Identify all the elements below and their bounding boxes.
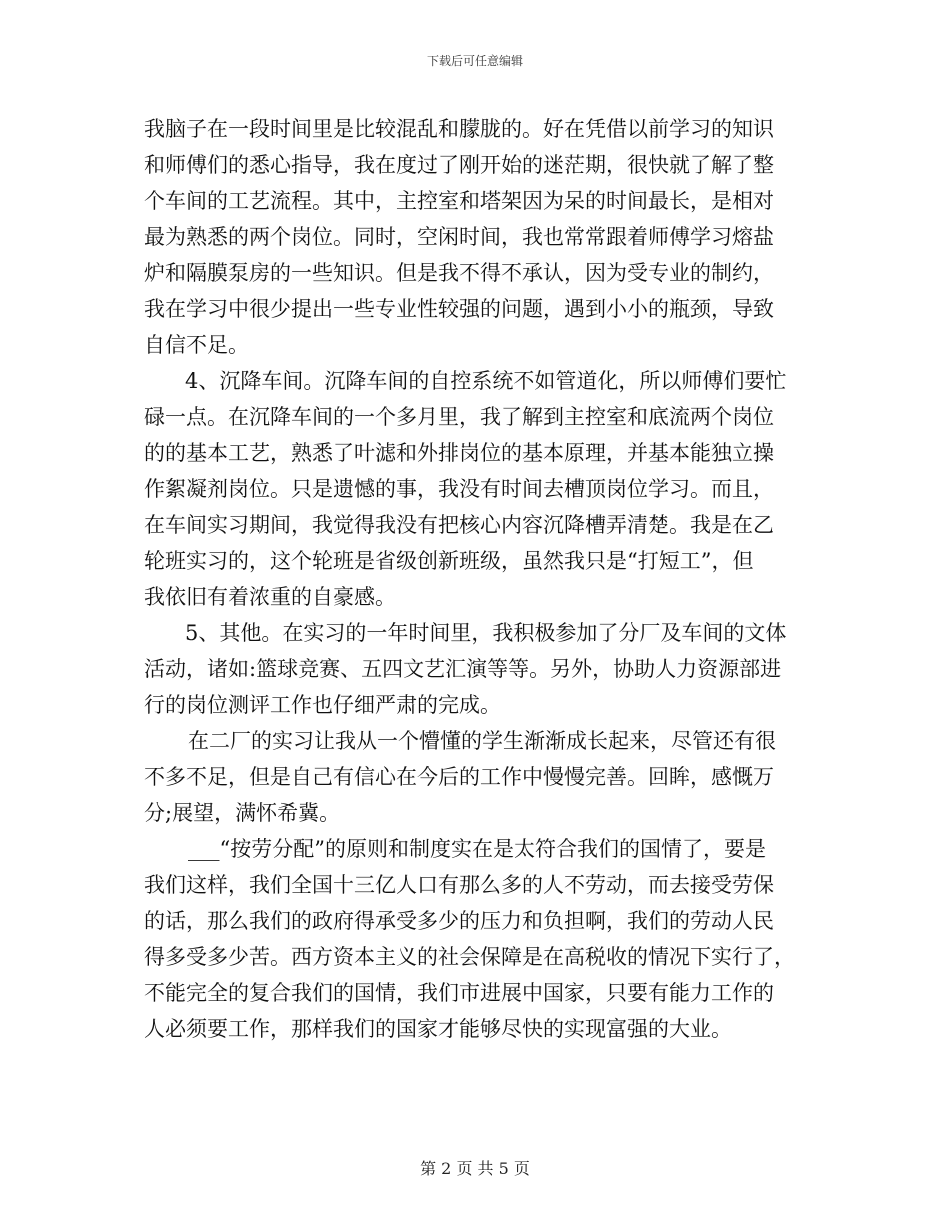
paragraph-3 [144,615,814,723]
document-body [144,111,814,1047]
paragraph-line: 4、沉降车间。沉降车间的自控系统不如管道化，所以师傅们要忙 [185,369,787,393]
paragraph-line: 轮班实习的，这个轮班是省级创新班级，虽然我只是“打短工”，但 [144,549,754,573]
paragraph-line: 个车间的工艺流程。其中，主控室和塔架因为呆的时间最长，是相对 [144,189,774,213]
paragraph-line: 我在学习中很少提出一些专业性较强的问题，遇到小小的瓶颈，导致 [144,297,774,321]
paragraph-line: 的话，那么我们的政府得承受多少的压力和负担啊，我们的劳动人民 [144,909,774,933]
paragraph-line: 不能完全的复合我们的国情，我们市进展中国家，只要有能力工作的 [144,981,774,1005]
paragraph-line: 在车间实习期间，我觉得我没有把核心内容沉降槽弄清楚。我是在乙 [144,513,774,537]
paragraph-line: 行的岗位测评工作也仔细严肃的完成。 [144,693,501,717]
page-header: 下载后可任意编辑 [426,54,523,68]
paragraph-2 [144,363,814,615]
paragraph-line: 的的基本工艺，熟悉了叶滤和外排岗位的基本原理，并基本能独立操 [144,441,774,465]
paragraph-line: 不多不足，但是自己有信心在今后的工作中慢慢完善。回眸，感慨万 [144,765,774,789]
paragraph-line: 得多受多少苦。西方资本主义的社会保障是在高税收的情况下实行了， [144,945,795,969]
paragraph-line: 我们这样，我们全国十三亿人口有那么多的人不劳动，而去接受劳保 [144,873,774,897]
paragraph-line: ___“按劳分配”的原则和制度实在是太符合我们的国情了，要是 [188,837,766,861]
paragraph-line: 我脑子在一段时间里是比较混乱和朦胧的。好在凭借以前学习的知识 [144,117,774,141]
paragraph-1 [144,111,814,363]
paragraph-line: 作絮凝剂岗位。只是遗憾的事，我没有时间去槽顶岗位学习。而且， [144,477,774,501]
paragraph-line: 活动，诸如:篮球竞赛、五四文艺汇演等等。另外，协助人力资源部进 [144,657,782,681]
paragraph-line: 碌一点。在沉降车间的一个多月里，我了解到主控室和底流两个岗位 [144,405,774,429]
paragraph-line: 自信不足。 [144,333,249,357]
paragraph-line: 炉和隔膜泵房的一些知识。但是我不得不承认，因为受专业的制约， [144,261,774,285]
paragraph-line: 我依旧有着浓重的自豪感。 [144,585,396,609]
paragraph-5 [144,831,814,1047]
paragraph-line: 在二厂的实习让我从一个懵懂的学生渐渐成长起来，尽管还有很 [188,729,776,753]
paragraph-4 [144,723,814,831]
page-number: 第 2 页 共 5 页 [420,1159,530,1178]
paragraph-line: 最为熟悉的两个岗位。同时，空闲时间，我也常常跟着师傅学习熔盐 [144,225,774,249]
paragraph-line: 分;展望，满怀希冀。 [144,801,341,825]
paragraph-line: 和师傅们的悉心指导，我在度过了刚开始的迷茫期，很快就了解了整 [144,153,774,177]
paragraph-line: 人必须要工作，那样我们的国家才能够尽快的实现富强的大业。 [144,1017,732,1041]
paragraph-line: 5、其他。在实习的一年时间里，我积极参加了分厂及车间的文体 [185,621,787,645]
